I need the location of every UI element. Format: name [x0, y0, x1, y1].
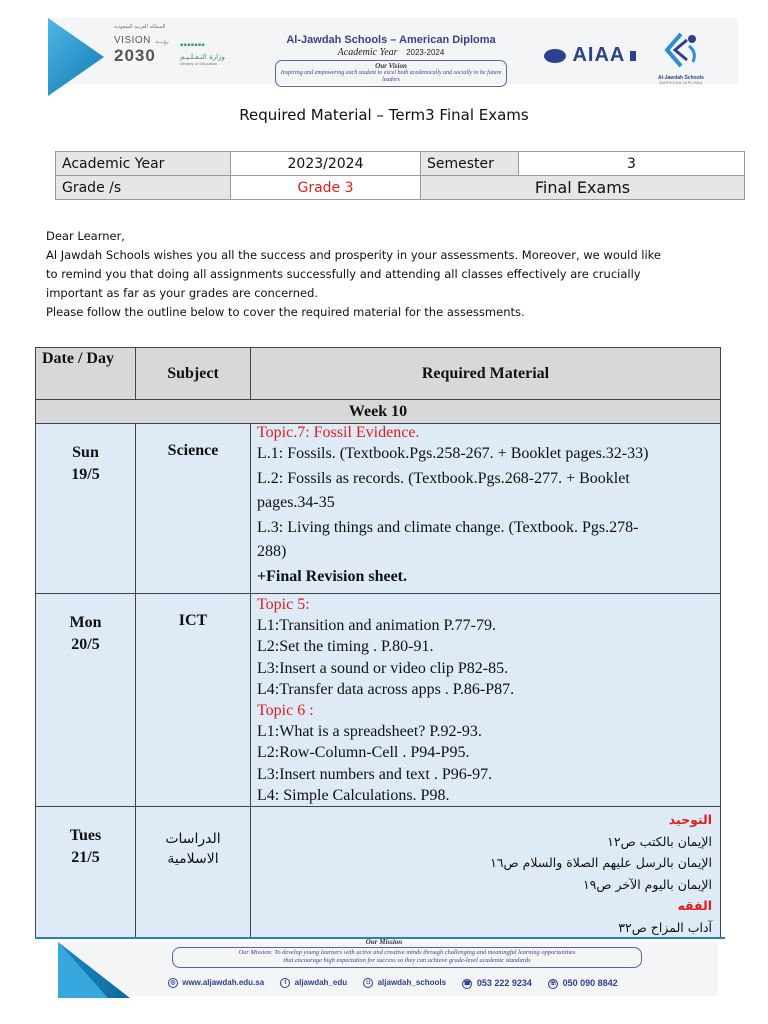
day-date: 21/5 [71, 849, 100, 867]
day-name: Mon [69, 614, 102, 631]
page-header [0, 0, 768, 100]
phone-icon: ☎ [463, 980, 472, 987]
lesson-line: L1:What is a spreadsheet? P.92-93. [257, 723, 482, 741]
header-date-day: Date / Day [36, 348, 136, 400]
aljawdah-logo [646, 30, 716, 86]
mission-line: that encourage high expectation for success so they can achieve grade-level academic standards [283, 957, 531, 964]
letter-line: Al Jawdah Schools wishes you all the success and prosperity in your assessments. Moreover, we would like [46, 248, 662, 262]
vision-arabic-word: رؤيـــة [155, 39, 169, 45]
academic-year-value-cell: 2023/2024 [231, 152, 421, 176]
mission-title: Our Mission [365, 938, 403, 946]
lesson-line: L4: Simple Calculations. P98. [257, 786, 450, 804]
phone-item[interactable] [462, 978, 532, 989]
info-table [55, 151, 745, 200]
day-cell [36, 594, 136, 807]
twitter-text: aljawdah_edu [294, 978, 348, 988]
school-name: Al-Jawdah Schools – American Diploma [286, 34, 496, 46]
letter-line: to remind you that doing all assignments successfully and attending all classes effectively are crucially [46, 267, 641, 281]
letter-line: Please follow the outline below to cover the required material for the assessments. [46, 305, 525, 319]
day-date: 20/5 [71, 636, 100, 653]
topic-heading: الفقه [677, 898, 712, 914]
letter-body [46, 227, 726, 322]
mobile-icon: ☏ [549, 980, 557, 987]
aiaa-tag-icon [630, 51, 636, 61]
ministry-name: وزارة التـعـلـيـم [180, 53, 225, 61]
ministry-sub: Ministry of Education [180, 61, 218, 66]
material-cell [251, 807, 721, 939]
lesson-line: الإيمان باليوم الآخر ص١٩ [582, 876, 712, 892]
topic-heading: Topic 5: [257, 596, 310, 613]
semester-label-cell: Semester [421, 152, 519, 176]
lesson-line: L.1: Fossils. (Textbook.Pgs.258-267. + Booklet pages.32-33) [257, 445, 649, 462]
material-cell [251, 424, 721, 594]
grade-label-cell: Grade /s [56, 176, 231, 200]
aljawdah-mark-icon [659, 30, 703, 70]
mission-line: Our Mission: To develop young learners with active and creative minds through challenging and meaningful learning opportunities [238, 949, 576, 956]
letter-line: important as far as your grades are concerned. [46, 286, 319, 300]
table-header-row [36, 348, 721, 400]
grade-value-cell: Grade 3 [231, 176, 421, 200]
ministry-logo [180, 40, 260, 80]
subject-line: الاسلامية [167, 851, 219, 868]
week-row [36, 400, 721, 424]
ministry-dots-icon: ▪▪▪▪▪▪▪ [180, 40, 205, 51]
website-text: www.aljawdah.edu.sa [182, 978, 265, 988]
vision-year: 2030 [114, 46, 156, 65]
lesson-line: 288) [257, 543, 287, 560]
instagram-icon: ◘ [363, 978, 373, 988]
website-item[interactable] [168, 978, 264, 988]
letter-greeting: Dear Learner, [46, 229, 125, 243]
day-cell [36, 424, 136, 594]
lesson-line: pages.34-35 [257, 494, 335, 511]
exam-type-cell: Final Exams [421, 176, 745, 200]
logo-name: Al-Jawdah Schools [658, 75, 704, 81]
aiaa-text: AIAA [572, 44, 626, 66]
lesson-line: L2:Set the timing . P.80-91. [257, 638, 434, 656]
topic-heading: التوحيد [668, 812, 712, 828]
header-required-material: Required Material [251, 348, 721, 400]
lesson-line: L.2: Fossils as records. (Textbook.Pgs.268-277. + Booklet [257, 469, 630, 487]
page-footer [0, 934, 768, 1024]
aiaa-logo [544, 44, 636, 70]
info-row-grade [56, 176, 745, 200]
mission-box [172, 947, 642, 968]
lesson-line: L4:Transfer data across apps . P.86-P87. [257, 680, 515, 698]
school-title-block [272, 34, 510, 87]
vision-2030-logo [114, 24, 180, 80]
week-label: Week 10 [36, 400, 721, 424]
instagram-item[interactable] [363, 978, 446, 988]
mobile-item[interactable] [548, 978, 618, 989]
subject-cell: ICT [136, 594, 251, 807]
subject-line: الدراسات [165, 831, 221, 848]
logo-sub: AMERICAN DIPLOMA [659, 81, 703, 85]
academic-year-label-cell: Academic Year [56, 152, 231, 176]
material-cell [251, 594, 721, 807]
revision-line: +Final Revision sheet. [257, 567, 408, 585]
aiaa-emblem-icon [544, 49, 566, 63]
lesson-line: الإيمان بالكتب ص١٢ [607, 833, 712, 849]
lesson-line: L2:Row-Column-Cell . P94-P95. [257, 744, 470, 762]
academic-year-line [272, 47, 510, 58]
academic-year-label: Academic Year [337, 47, 398, 58]
exam-schedule-table [35, 347, 721, 939]
topic-heading: Topic 6 : [257, 702, 314, 720]
semester-value-cell: 3 [519, 152, 745, 176]
lesson-line: آداب المزاح ص٣٢ [618, 919, 712, 935]
topic-heading: Topic.7: Fossil Evidence. [257, 424, 420, 441]
day-date: 19/5 [71, 466, 100, 483]
twitter-icon: t [280, 978, 290, 988]
globe-icon: ◎ [168, 978, 178, 988]
subject-cell: Science [136, 424, 251, 594]
contact-bar [168, 978, 668, 994]
phone1-text: 053 222 9234 [476, 978, 532, 988]
day-name: Sun [72, 444, 99, 461]
vision-text: Inspiring and empowering each student to excel both academically and socially to be future leaders [280, 70, 502, 83]
academic-year-value: 2023-2024 [406, 48, 445, 57]
table-row [36, 424, 721, 594]
instagram-text: aljawdah_schools [377, 978, 447, 988]
phone2-text: 050 090 8842 [562, 978, 618, 988]
lesson-line: L.3: Living things and climate change. (Textbook. Pgs.278- [257, 518, 639, 536]
twitter-item[interactable] [280, 978, 347, 988]
subject-cell [136, 807, 251, 939]
header-subject: Subject [136, 348, 251, 400]
lesson-line: L3:Insert numbers and text . P96-97. [257, 765, 493, 783]
vision-title: Our Vision [375, 62, 407, 70]
lesson-line: الإيمان بالرسل عليهم الصلاة والسلام ص١٦ [490, 855, 712, 871]
vision-statement-box [275, 60, 507, 87]
table-row [36, 594, 721, 807]
vision-arabic-text: المملكة العربية السعودية [114, 24, 166, 30]
vision-word: VISION [114, 35, 151, 46]
page-title: Required Material – Term3 Final Exams [239, 106, 529, 124]
lesson-line: L1:Transition and animation P.77-79. [257, 617, 496, 635]
day-cell [36, 807, 136, 939]
table-row [36, 807, 721, 939]
info-row-year [56, 152, 745, 176]
day-name: Tues [69, 827, 102, 845]
lesson-line: L3:Insert a sound or video clip P82-85. [257, 659, 509, 677]
